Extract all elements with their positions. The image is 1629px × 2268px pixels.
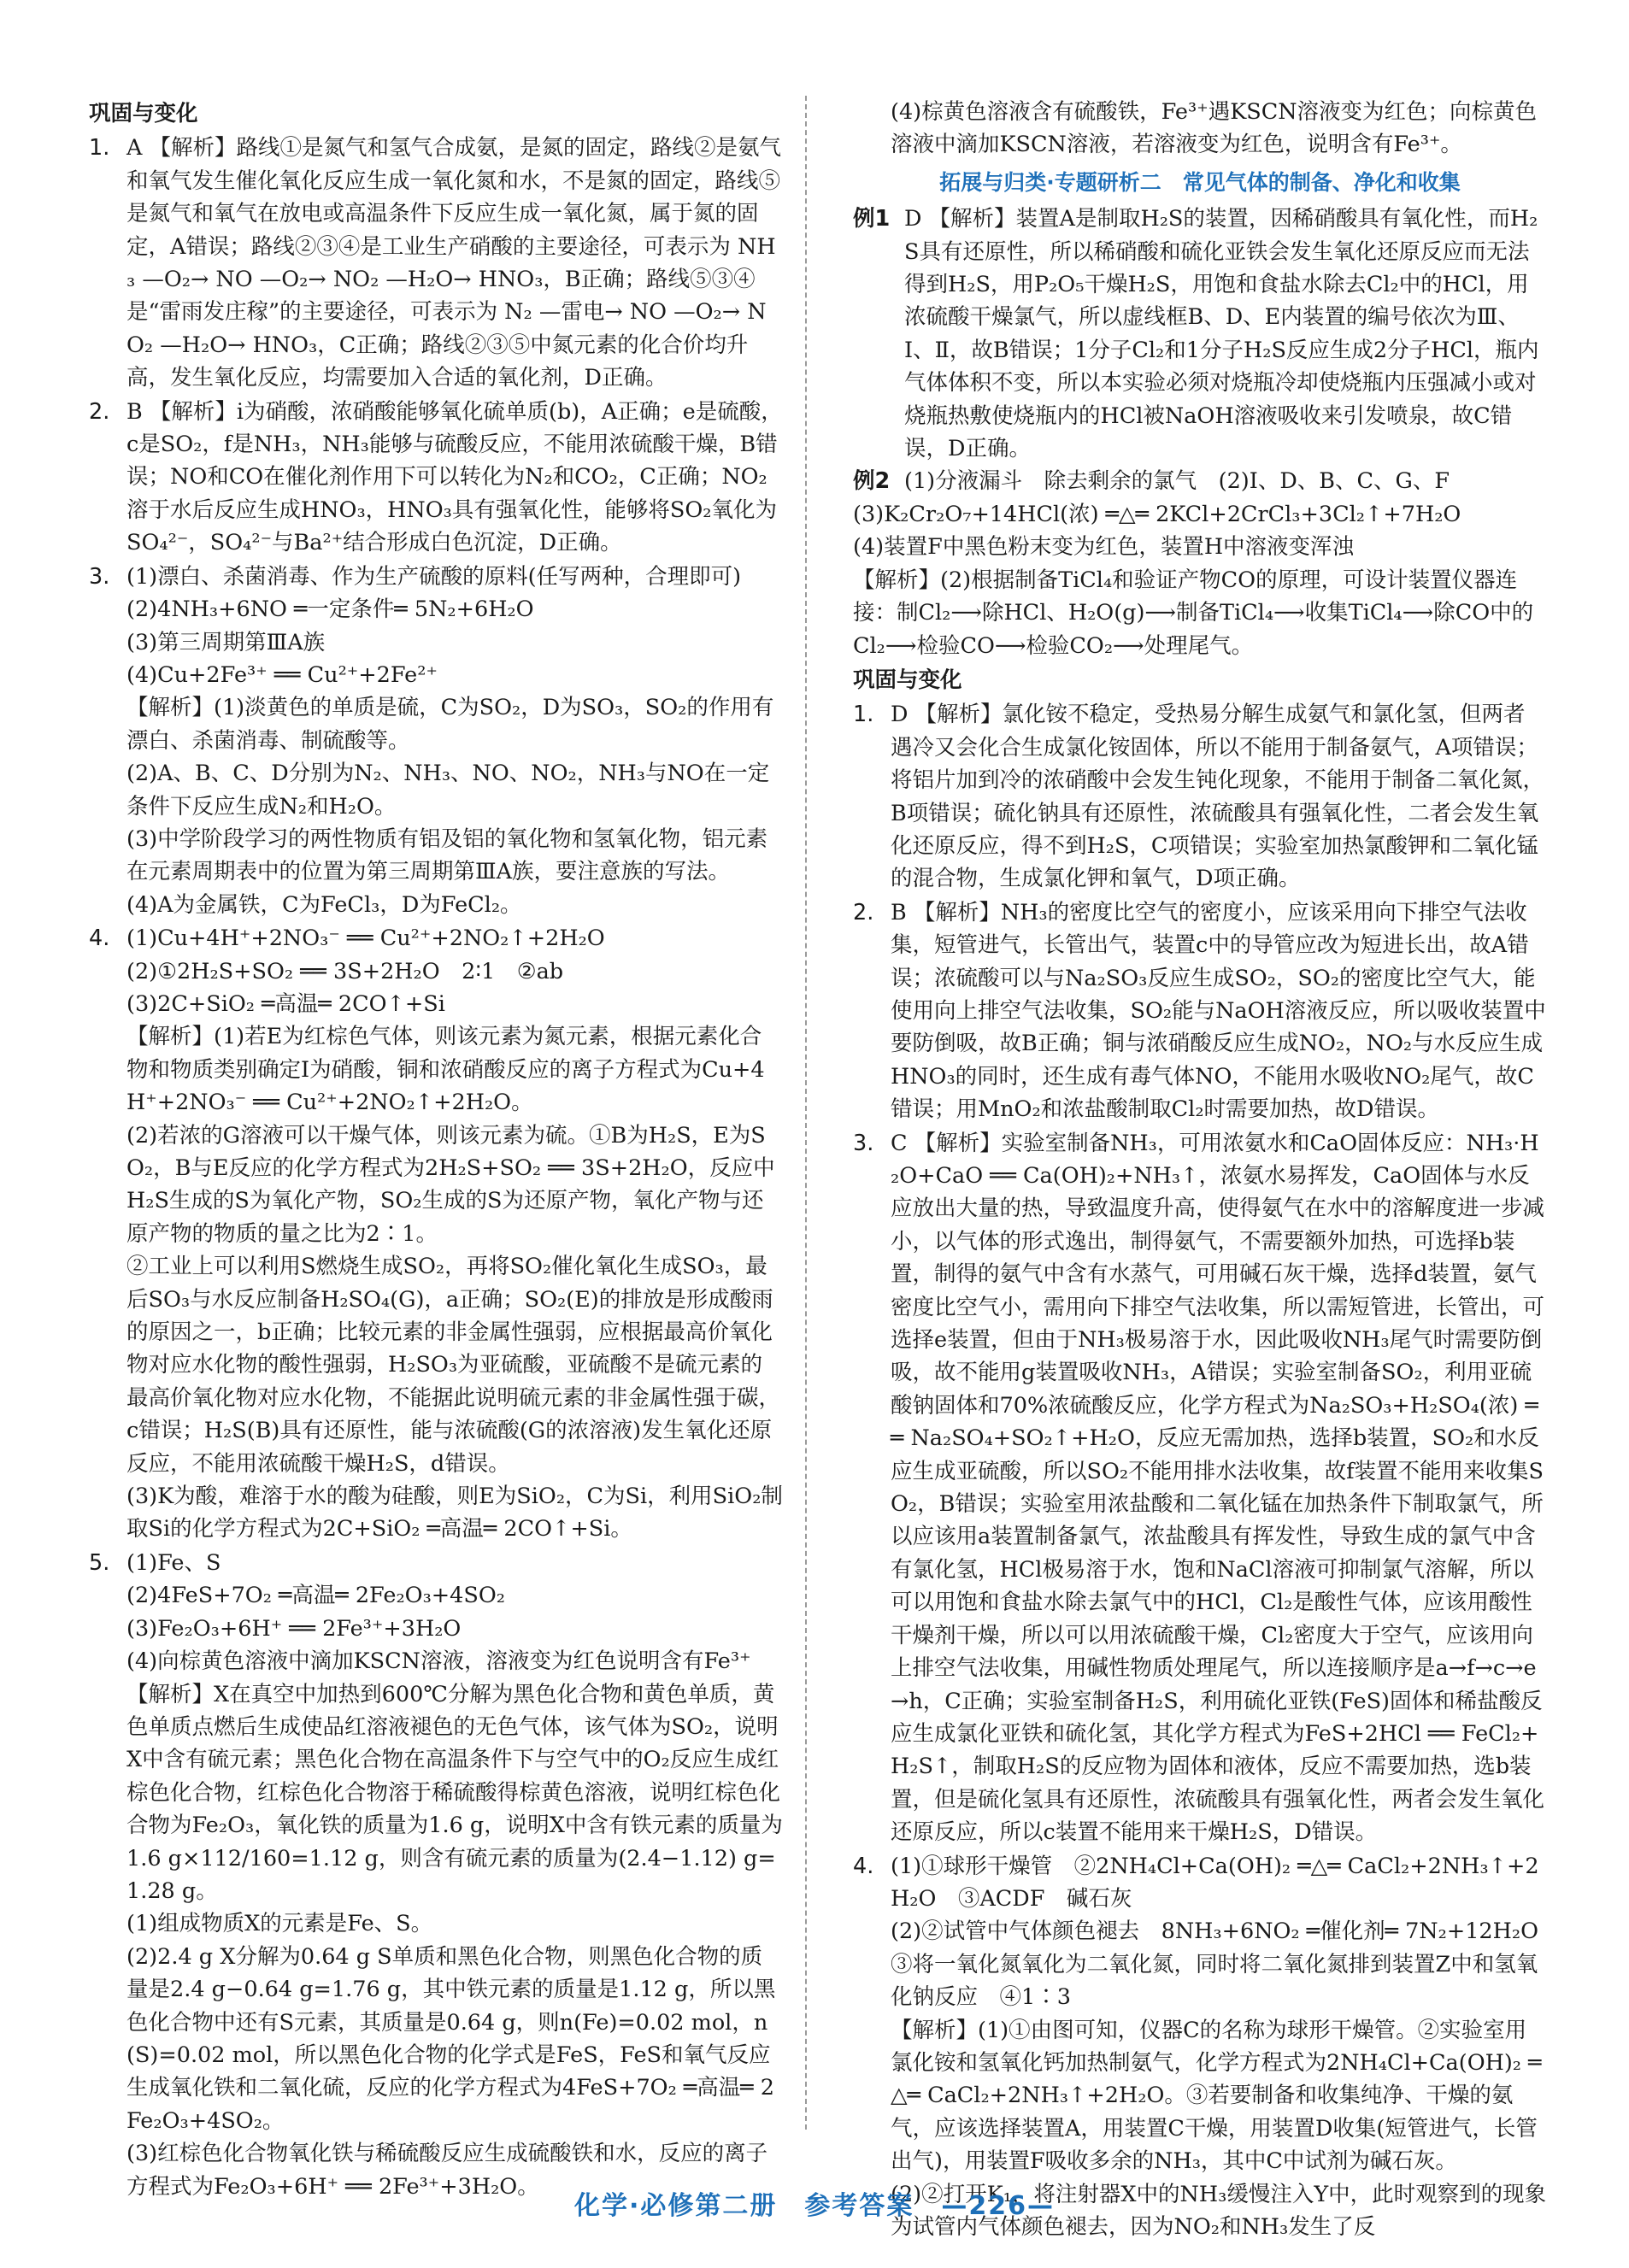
item-text: C 【解析】实验室制备NH₃，可用浓氨水和CaO固体反应：NH₃·H₂O+CaO ══ Ca(OH)₂+NH₃↑，浓氨水易挥发，CaO固体与水反应放出大量的热，导致温度升高，使得氨气在水中的溶解度进一步减小，以气体的形式逸出，制得氨气，不需要额外加热，可选择b装置，制得的氨气中含有水蒸气，可用碱石灰干燥，选择d装置，氨气密度比空气小，需用向下排空气法收集，所以需短管进，长管出，可选择e装置，但由于NH₃极易溶于水，因此吸收NH₃尾气时需要防倒吸，故不能用g装置吸收NH₃，A错误；实验室制备SO₂，利用亚硫酸钠固体和70%浓硫酸反应，化学方程式为Na₂SO₃+H₂SO₄(浓) ══ Na₂SO₄+SO₂↑+H₂O，反应无需加热，选择b装置，SO₂和水反应生成亚硫酸，所以SO₂不能用排水法收集，故f装置不能用来收集SO₂，B错误；实验室用浓盐酸和二氧化锰在加热条件下制取氯气，所以应该用a装置制备氯气，浓盐酸具有挥发性，导致生成的氯气中含有氯化氢，HCl极易溶于水，饱和NaCl溶液可抑制氯气溶解，所以可以用饱和食盐水除去氯气中的HCl，Cl₂是酸性气体，应该用酸性干燥剂干燥，所以可以用浓硫酸干燥，Cl₂密度大于空气，应该用向上排空气法收集，用碱性物质处理尾气，所以连接顺序是a→f→c→e→h，C正确；实验室制备H₂S，利用硫化亚铁(FeS)固体和稀盐酸反应生成氯化亚铁和硫化氢，其化学方程式为FeS+2HCl ══ FeCl₂+H₂S↑，制取H₂S的反应物为固体和液体，反应不需要加热，选b装置，但是硫化氢具有还原性，浓硫酸具有强氧化性，两者会发生氧化还原反应，所以c装置不能用来干燥H₂S，D错误。: [891, 1130, 1545, 1846]
answer-item: [89, 1547, 783, 1579]
item-line: (1)组成物质X的元素是Fe、S。: [126, 1911, 433, 1937]
section-title-right: 巩固与变化: [853, 667, 962, 693]
item-line: (2)①2H₂S+SO₂ ══ 3S+2H₂O 2∶1 ②ab: [126, 958, 564, 984]
example-item: [853, 465, 1547, 497]
example-line: (3)K₂Cr₂O₇+14HCl(浓) ═△═ 2KCl+2CrCl₃+3Cl₂↑+7H₂O: [853, 501, 1461, 527]
item-line: 【解析】(1)①由图可知，仪器C的名称为球形干燥管。②实验室用氯化铵和氢氧化钙加热制氨气，化学方程式为2NH₄Cl+Ca(OH)₂ ═△═ CaCl₂+2NH₃↑+2H₂O。③若要制备和收集纯净、干燥的氨气，应该选择装置A，用装置C干燥，用装置D收集(短管进气，长管出气)，用装置F吸收多余的NH₃，其中C中试剂为碱石灰。: [891, 2017, 1542, 2175]
item-line: (2)②打开K₁，将注射器X中的NH₃缓慢注入Y中，此时观察到的现象为试管内气体颜色褪去，因为NO₂和NH₃发生了反: [891, 2181, 1547, 2240]
answer-item: [89, 922, 783, 955]
answer-item: [853, 698, 1547, 895]
item-number: 5.: [89, 1549, 110, 1576]
item-number: 2.: [89, 398, 110, 425]
page-footer: 化学·必修第二册 参考答案 —226—: [573, 2191, 1056, 2221]
item-text: D 【解析】氯化铵不稳定，受热易分解生成氨气和氯化氢，但两者遇冷又会化合生成氯化铵固体，所以不能用于制备氨气，A项错误；将铝片加到冷的浓硝酸中会发生钝化现象，不能用于制备二氧化氮，B项错误；硫化钠具有还原性，浓硫酸具有强氧化性，二者会发生氧化还原反应，得不到H₂S，C项错误；实验室加热氯酸钾和二氧化锰的混合物，生成氯化钾和氧气，D项正确。: [891, 702, 1545, 892]
item-line: (2)2.4 g X分解为0.64 g S单质和黑色化合物，则黑色化合物的质量是2.4 g−0.64 g=1.76 g，其中铁元素的质量是1.12 g，所以黑色化合物中还有S元素，其质量是0.64 g，则n(Fe)=0.02 mol，n(S)=0.02 mol，所以黑色化合物的化学式是FeS，FeS和氧气反应生成氧化铁和二氧化硫，反应的化学方程式为4FeS+7O₂ ═高温═ 2Fe₂O₃+4SO₂。: [126, 1943, 776, 2134]
item-line: (4)A为金属铁，C为FeCl₃，D为FeCl₂。: [126, 891, 522, 918]
item-number: 4.: [853, 1853, 874, 1879]
item-line: (3)中学阶段学习的两性物质有铝及铝的氧化物和氢氧化物，铝元素在元素周期表中的位置为第三周期第ⅢA族，要注意族的写法。: [126, 826, 768, 885]
example-item: [853, 203, 1547, 465]
item-number: 3.: [89, 563, 110, 590]
answer-item: [853, 896, 1547, 1126]
item-line: (3)2C+SiO₂ ═高温═ 2CO↑+Si: [126, 990, 445, 1017]
example-text: (1)分液漏斗 除去剩余的氯气 (2)I、D、B、C、G、F: [904, 468, 1450, 495]
topic-title: 拓展与归类·专题研析二 常见气体的制备、净化和收集: [939, 169, 1461, 195]
column-divider: [805, 96, 807, 2130]
item-text: (1)①球形干燥管 ②2NH₄Cl+Ca(OH)₂ ═△═ CaCl₂+2NH₃↑+2H₂O ③ACDF 碱石灰: [891, 1853, 1539, 1912]
item-line: (3)K为酸，难溶于水的酸为硅酸，则E为SiO₂，C为Si，利用SiO₂制取Si的化学方程式为2C+SiO₂ ═高温═ 2CO↑+Si。: [126, 1484, 783, 1542]
example-line: (4)装置F中黑色粉末变为红色，装置H中溶液变浑浊: [853, 534, 1355, 561]
item-line: (3)第三周期第ⅢA族: [126, 629, 326, 655]
answer-item: [853, 1850, 1547, 1916]
item-text: (1)Cu+4H⁺+2NO₃⁻ ══ Cu²⁺+2NO₂↑+2H₂O: [126, 925, 605, 952]
example-text: D 【解析】装置A是制取H₂S的装置，因稀硝酸具有氧化性，而H₂S具有还原性，所以稀硝酸和硫化亚铁会发生氧化还原反应而无法得到H₂S，用P₂O₅干燥H₂S，用饱和食盐水除去Cl₂中的HCl，用浓硫酸干燥氯气，所以虚线框B、D、E内装置的编号依次为Ⅲ、Ⅰ、Ⅱ，故B错误；1分子Cl₂和1分子H₂S反应生成2分子HCl，瓶内气体体积不变，所以本实验必须对烧瓶冷却使烧瓶内压强减小或对烧瓶热敷使烧瓶内的HCl被NaOH溶液吸收来引发喷泉，故C错误，D正确。: [904, 206, 1539, 462]
item-text: B 【解析】NH₃的密度比空气的密度小，应该采用向下排空气法收集，短管进气，长管出气，装置c中的导管应改为短进长出，故A错误；浓硫酸可以与Na₂SO₃反应生成SO₂，SO₂的密度比空气大，能使用向上排空气法收集，SO₂能与NaOH溶液反应，所以吸收装置中要防倒吸，故B正确；铜与浓硝酸反应生成NO₂，NO₂与水反应生成HNO₃的同时，还生成有毒气体NO，不能用水吸收NO₂尾气，故C错误；用MnO₂和浓盐酸制取Cl₂时需要加热，故D错误。: [891, 899, 1546, 1123]
item-text: (1)漂白、杀菌消毒、作为生产硫酸的原料(任写两种，合理即可): [126, 563, 742, 590]
item-text: (1)Fe、S: [126, 1549, 221, 1576]
item-text: B 【解析】i为硝酸，浓硝酸能够氧化硫单质(b)，A正确；e是硫酸，c是SO₂，f是NH₃，NH₃能够与硫酸反应，不能用浓硫酸干燥，B错误；NO和CO在催化剂作用下可以转化为N₂和CO₂，C正确；NO₂溶于水后反应生成HNO₃，HNO₃具有强氧化性，能够将SO₂氧化为SO₄²⁻，SO₄²⁻与Ba²⁺结合形成白色沉淀，D正确。: [126, 398, 783, 556]
item-line: (4)向棕黄色溶液中滴加KSCN溶液，溶液变为红色说明含有Fe³⁺: [126, 1648, 751, 1675]
item-line: 【解析】(1)淡黄色的单质是硫，C为SO₂，D为SO₃，SO₂的作用有漂白、杀菌消毒、制硫酸等。: [126, 695, 774, 754]
item-line: 【解析】X在真空中加热到600℃分解为黑色化合物和黄色单质，黄色单质点燃后生成使品红溶液褪色的无色气体，该气体为SO₂，说明X中含有硫元素；黑色化合物在高温条件下与空气中的O₂反应生成红棕色化合物，红棕色化合物溶于稀硫酸得棕黄色溶液，说明红棕色化合物为Fe₂O₃，氧化铁的质量为1.6 g，说明X中含有铁元素的质量为1.6 g×112/160=1.12 g，则含有硫元素的质量为(2.4−1.12) g=1.28 g。: [126, 1681, 783, 1904]
item-number: 4.: [89, 925, 110, 952]
item-line: (3)红棕色化合物氧化铁与稀硫酸反应生成硫酸铁和水，反应的离子方程式为Fe₂O₃+6H⁺ ══ 2Fe³⁺+3H₂O。: [126, 2141, 768, 2200]
item-line: 【解析】(1)若E为红棕色气体，则该元素为氮元素，根据元素化合物和物质类别确定I为硝酸，铜和浓硝酸反应的离子方程式为Cu+4H⁺+2NO₃⁻ ══ Cu²⁺+2NO₂↑+2H₂O。: [126, 1024, 765, 1116]
answer-item: [89, 396, 783, 560]
item-line: (2)若浓的G溶液可以干燥气体，则该元素为硫。①B为H₂S，E为SO₂，B与E反应的化学方程式为2H₂S+SO₂ ══ 3S+2H₂O，反应中H₂S生成的S为氧化产物，SO₂生成的S为还原产物，氧化产物与还原产物的物质的量之比为2∶1。: [126, 1122, 775, 1247]
continued-text: (4)棕黄色溶液含有硫酸铁，Fe³⁺遇KSCN溶液变为红色；向棕黄色溶液中滴加KSCN溶液，若溶液变为红色，说明含有Fe³⁺。: [891, 99, 1538, 158]
item-line: (2)A、B、C、D分别为N₂、NH₃、NO、NO₂，NH₃与NO在一定条件下反应生成N₂和H₂O。: [126, 761, 770, 820]
item-line: ②工业上可以利用S燃烧生成SO₂，再将SO₂催化氧化生成SO₃，最后SO₃与水反应制备H₂SO₄(G)，a正确；SO₂(E)的排放是形成酸雨的原因之一，b正确；比较元素的非金属性强弱，应根据最高价氧化物对应水化物的酸性强弱，H₂SO₃为亚硫酸，亚硫酸不是硫元素的最高价氧化物对应水化物，不能据此说明硫元素的非金属性强于碳，c错误；H₂S(B)具有还原性，能与浓硫酸(G的浓溶液)发生氧化还原反应，不能用浓硫酸干燥H₂S，d错误。: [126, 1254, 781, 1477]
left-column: [89, 96, 783, 2203]
right-column: [853, 96, 1561, 2243]
item-line: (2)②试管中气体颜色褪去 8NH₃+6NO₂ ═催化剂═ 7N₂+12H₂O ③将一氧化氮氧化为二氧化氮，同时将二氧化氮排到装置Z中和氢氧化钠反应 ④1∶3: [891, 1918, 1561, 2011]
answer-item: [89, 132, 783, 394]
answer-item: [89, 561, 783, 593]
item-line: (2)4NH₃+6NO ═一定条件═ 5N₂+6H₂O: [126, 596, 534, 623]
item-number: 2.: [853, 899, 874, 925]
example-label: 例2: [853, 468, 891, 495]
answer-item: [853, 1127, 1547, 1849]
item-line: (2)4FeS+7O₂ ═高温═ 2Fe₂O₃+4SO₂: [126, 1583, 505, 1609]
item-text: A 【解析】路线①是氮气和氢气合成氨，是氮的固定，路线②是氨气和氧气发生催化氧化反应生成一氧化氮和水，不是氮的固定，路线⑤是氮气和氧气在放电或高温条件下反应生成一氧化氮，属于氮的固定，A错误；路线②③④是工业生产硝酸的主要途径，可表示为 NH₃ —O₂→ NO —O₂→ NO₂ —H₂O→ HNO₃，B正确；路线⑤③④是“雷雨发庄稼”的主要途径，可表示为 N₂ —雷电→ NO —O₂→ NO₂ —H₂O→ HNO₃，C正确；路线②③⑤中氮元素的化合价均升高，发生氧化反应，均需要加入合适的氧化剂，D正确。: [126, 135, 782, 391]
item-line: (4)Cu+2Fe³⁺ ══ Cu²⁺+2Fe²⁺: [126, 661, 438, 688]
item-number: 3.: [853, 1130, 874, 1156]
section-title-left: 巩固与变化: [89, 101, 198, 126]
item-number: 1.: [853, 702, 874, 728]
example-label: 例1: [853, 206, 891, 232]
item-line: (3)Fe₂O₃+6H⁺ ══ 2Fe³⁺+3H₂O: [126, 1615, 462, 1642]
example-line: 【解析】(2)根据制备TiCl₄和验证产物CO的原理，可设计装置仪器连接：制Cl₂⟶除HCl、H₂O(g)⟶制备TiCl₄⟶收集TiCl₄⟶除CO中的Cl₂⟶检验CO⟶检验CO₂⟶处理尾气。: [853, 567, 1534, 659]
item-number: 1.: [89, 135, 110, 162]
